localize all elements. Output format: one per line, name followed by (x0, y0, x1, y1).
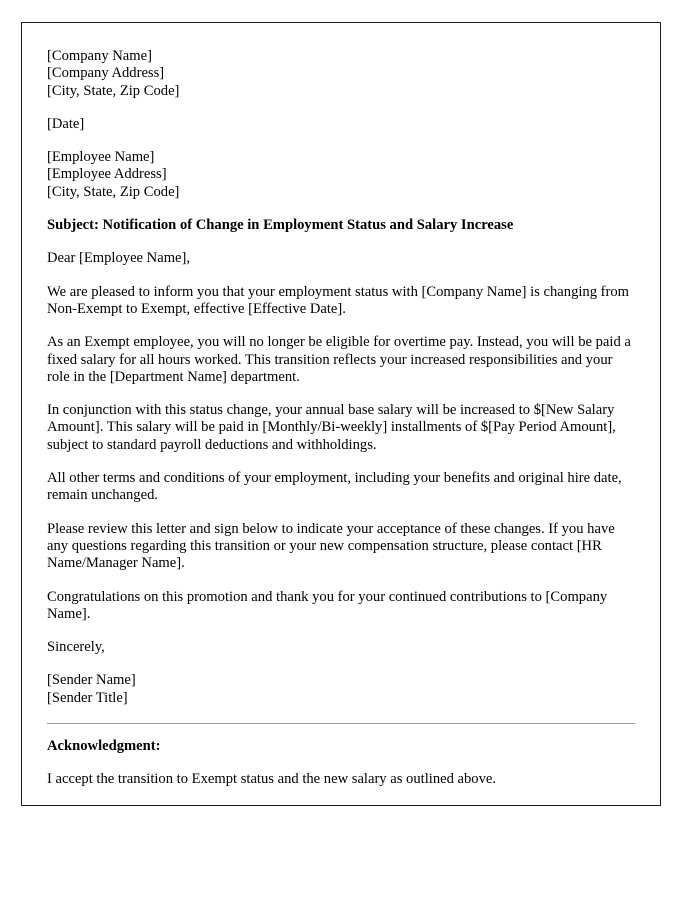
sender-company-address: [Company Address] (47, 65, 165, 82)
body-paragraph-2: As an Exempt employee, you will no longer be eligible for overtime pay. Instead, you will be paid a fixed salary for all hours worked. This transition reflects your increased responsibilities and your role in the [Department Name] department. (47, 334, 631, 385)
recipient-city-state-zip: [City, State, Zip Code] (47, 183, 180, 200)
salutation: Dear [Employee Name], (47, 250, 191, 267)
recipient-employee-name: [Employee Name] (47, 149, 155, 166)
letter-page (21, 22, 661, 806)
letter-date: [Date] (47, 115, 85, 132)
recipient-address-block (47, 149, 637, 201)
body-paragraph-4: All other terms and conditions of your employment, including your benefits and original hire date, remain unchanged. (47, 470, 622, 504)
letter-body (47, 48, 637, 789)
sender-city-state-zip: [City, State, Zip Code] (47, 82, 180, 99)
signature-block (47, 672, 637, 707)
acknowledgment-heading: Acknowledgment: (47, 738, 161, 755)
section-divider (47, 723, 635, 724)
subject-line: Subject: Notification of Change in Employment Status and Salary Increase (47, 217, 514, 234)
sender-title: [Sender Title] (47, 689, 128, 706)
body-paragraph-3: In conjunction with this status change, your annual base salary will be increased to $[New Salary Amount]. This salary will be paid in [Monthly/Bi-weekly] installments of $[Pay Period Amount], subject to standard payroll deductions and withholdings. (47, 402, 616, 453)
sender-address-block (47, 48, 637, 100)
body-paragraph-5: Please review this letter and sign below to indicate your acceptance of these changes. If you have any questions regarding this transition or your new compensation structure, please contact [HR Name/Manager Name]. (47, 520, 615, 572)
acknowledgment-text: I accept the transition to Exempt status and the new salary as outlined above. (47, 771, 497, 788)
closing-salutation: Sincerely, (47, 639, 105, 656)
recipient-employee-address: [Employee Address] (47, 166, 167, 183)
body-paragraph-1: We are pleased to inform you that your employment status with [Company Name] is changing from Non-Exempt to Exempt, effective [Effective Date]. (47, 283, 630, 317)
body-paragraph-6: Congratulations on this promotion and thank you for your continued contributions to [Company Name]. (47, 588, 608, 622)
sender-company-name: [Company Name] (47, 48, 152, 64)
sender-name: [Sender Name] (47, 672, 136, 689)
